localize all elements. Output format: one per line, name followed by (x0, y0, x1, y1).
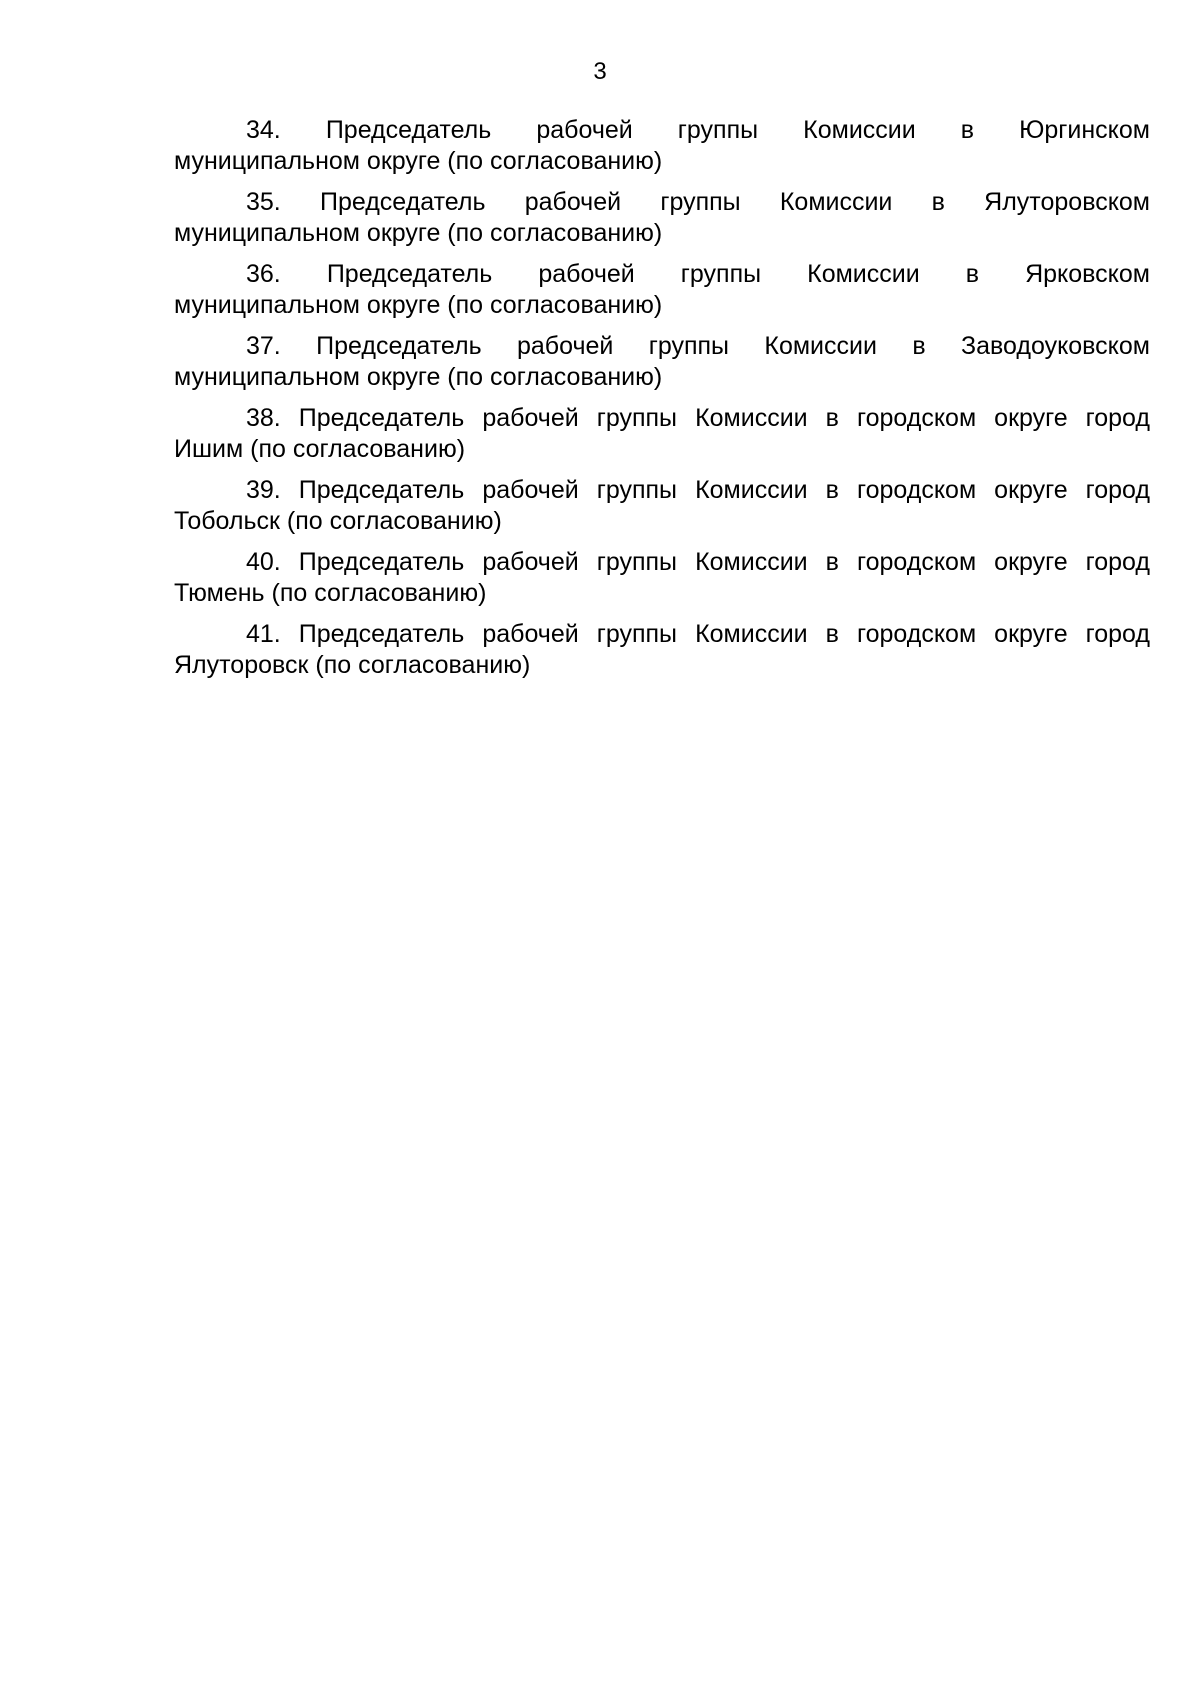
item-line-1: 34. Председатель рабочей группы Комиссии в Юргинском (246, 116, 1150, 144)
item-line-2: муниципальном округе (по согласованию) (174, 290, 663, 319)
item-line-1: 36. Председатель рабочей группы Комиссии в Ярковском (246, 260, 1150, 288)
item-line-2: Ишим (по согласованию) (174, 434, 466, 463)
item-line-2: муниципальном округе (по согласованию) (174, 362, 663, 391)
list-item (174, 403, 1150, 464)
item-line-1: 35. Председатель рабочей группы Комиссии в Ялуторовском (246, 188, 1150, 216)
item-line-1: 38. Председатель рабочей группы Комиссии в городском округе город (246, 404, 1150, 432)
list-item (174, 259, 1150, 320)
list-item (174, 115, 1150, 176)
list-item (174, 619, 1150, 680)
members-list (174, 115, 1150, 691)
list-item (174, 331, 1150, 392)
item-line-2: Тобольск (по согласованию) (174, 506, 502, 535)
list-item (174, 475, 1150, 536)
item-line-1: 41. Председатель рабочей группы Комиссии в городском округе город (246, 620, 1150, 648)
list-item (174, 547, 1150, 608)
item-line-2: муниципальном округе (по согласованию) (174, 218, 663, 247)
item-line-2: муниципальном округе (по согласованию) (174, 146, 663, 175)
item-line-1: 40. Председатель рабочей группы Комиссии в городском округе город (246, 548, 1150, 576)
list-item (174, 187, 1150, 248)
item-line-1: 37. Председатель рабочей группы Комиссии в Заводоуковском (246, 332, 1150, 360)
item-line-1: 39. Председатель рабочей группы Комиссии в городском округе город (246, 476, 1150, 504)
page-number: 3 (593, 58, 607, 85)
item-line-2: Ялуторовск (по согласованию) (174, 650, 531, 679)
item-line-2: Тюмень (по согласованию) (174, 578, 487, 607)
